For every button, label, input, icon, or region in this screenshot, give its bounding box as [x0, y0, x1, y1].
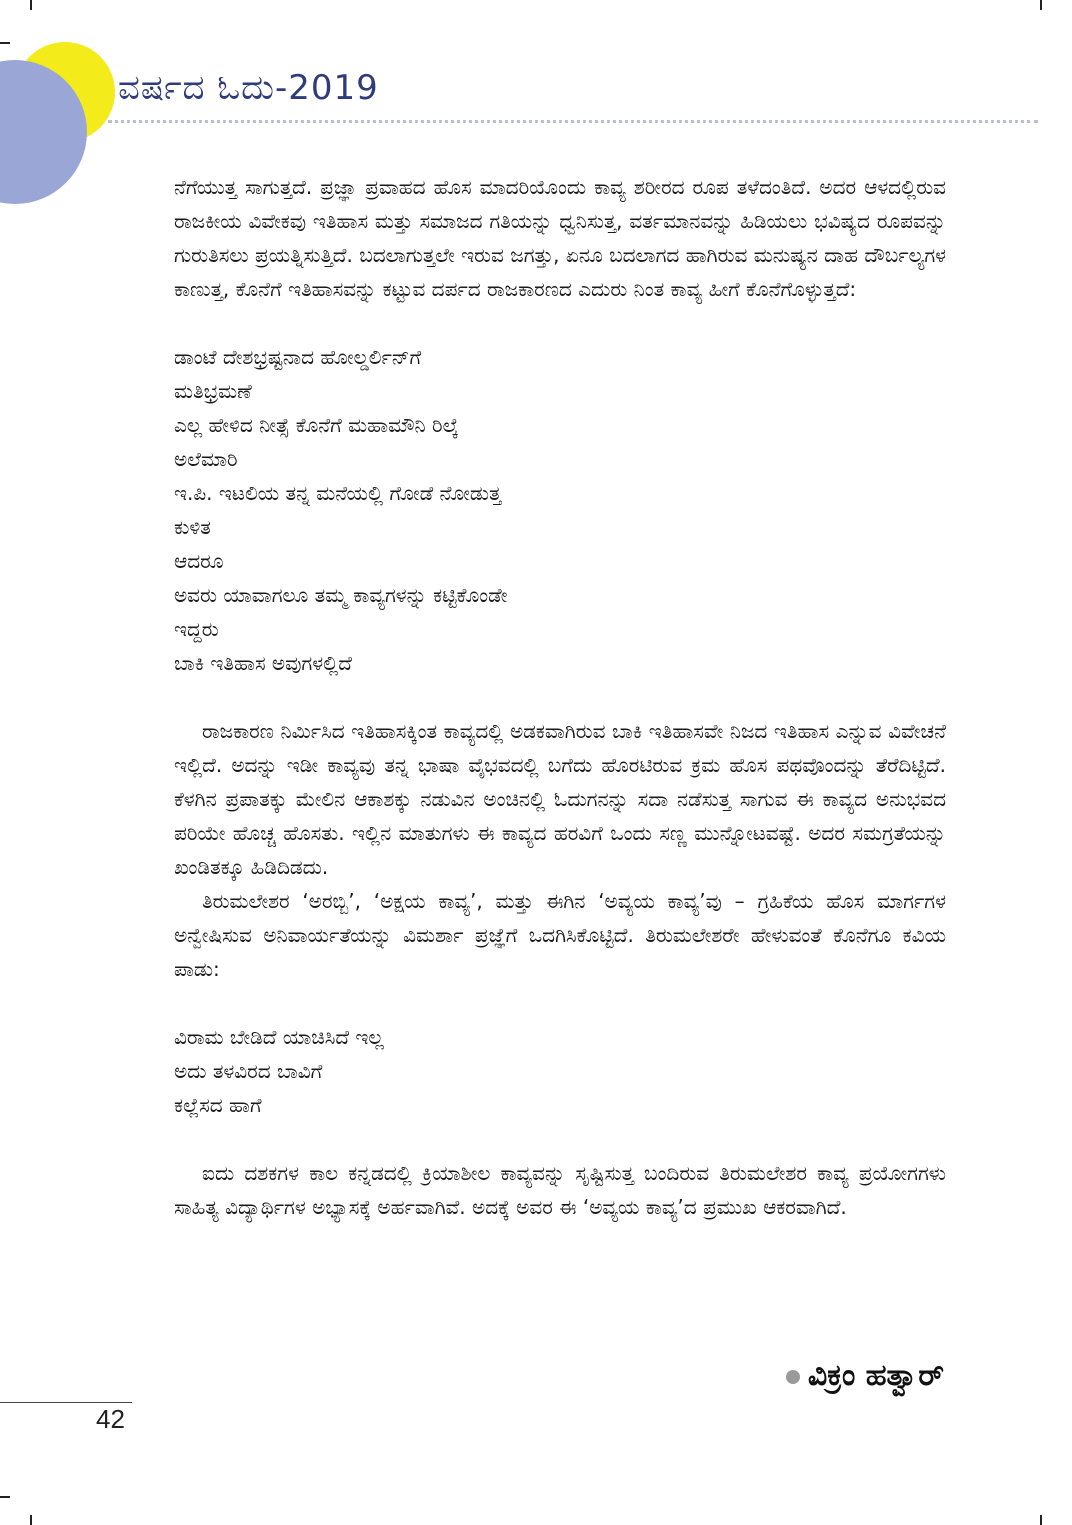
running-header-title: ವರ್ಷದ ಓದು-2019: [118, 68, 379, 108]
verse-line: ಬಾಕಿ ಇತಿಹಾಸ ಅವುಗಳಲ್ಲಿದೆ: [174, 651, 352, 675]
paragraph-2: ರಾಜಕಾರಣ ನಿರ್ಮಿಸಿದ ಇತಿಹಾಸಕ್ಕಿಂತ ಕಾವ್ಯದಲ್ಲಿ ಅಡಕವಾಗಿರುವ ಬಾಕಿ ಇತಿಹಾಸವೇ ನಿಜದ ಇತಿಹಾಸ ಎನ್ನುವ ವಿವೇಚನೆ ಇಲ್ಲಿದೆ. ಅದನ್ನು ಇಡೀ ಕಾವ್ಯವು ತನ್ನ ಭಾಷಾ ವೈಭವದಲ್ಲಿ ಬಗೆದು ಹೊರಟಿರುವ ಕ್ರಮ ಹೊಸ ಪಥವೊಂದನ್ನು ತೆರೆದಿಟ್ಟಿದೆ. ಕೆಳಗಿನ ಪ್ರಪಾತಕ್ಕು ಮೇಲಿನ ಆಕಾಶಕ್ಕು ನಡುವಿನ ಅಂಚಿನಲ್ಲಿ ಓದುಗನನ್ನು ಸದಾ ನಡೆಸುತ್ತ ಸಾಗುವ ಈ ಕಾವ್ಯದ ಅನುಭವದ ಪರಿಯೇ ಹೊಚ್ಚ ಹೊಸತು. ಇಲ್ಲಿನ ಮಾತುಗಳು ಈ ಕಾವ್ಯದ ಹರವಿಗೆ ಒಂದು ಸಣ್ಣ ಮುನ್ನೋಟವಷ್ಟೆ. ಅದರ ಸಮಗ್ರತೆಯನ್ನು ಖಂಡಿತಕ್ಕೂ ಹಿಡಿದಿಡದು.: [174, 719, 946, 879]
poem-excerpt-2: [174, 1020, 946, 1122]
verse-line: ವಿರಾಮ ಬೇಡಿದೆ ಯಾಚಿಸಿದೆ ಇಲ್ಲ: [174, 1025, 384, 1049]
crop-mark-bottom-left: [30, 1515, 32, 1525]
paragraph-1: ನೆಗೆಯುತ್ತ ಸಾಗುತ್ತದೆ. ಪ್ರಜ್ಞಾ ಪ್ರವಾಹದ ಹೊಸ ಮಾದರಿಯೊಂದು ಕಾವ್ಯ ಶರೀರದ ರೂಪ ತಳೆದಂತಿದೆ. ಅದರ ಆಳದಲ್ಲಿರುವ ರಾಜಕೀಯ ವಿವೇಕವು ಇತಿಹಾಸ ಮತ್ತು ಸಮಾಜದ ಗತಿಯನ್ನು ಧ್ವನಿಸುತ್ತ, ವರ್ತಮಾನವನ್ನು ಹಿಡಿಯಲು ಭವಿಷ್ಯದ ರೂಪವನ್ನು ಗುರುತಿಸಲು ಪ್ರಯತ್ನಿಸುತ್ತಿದೆ. ಬದಲಾಗುತ್ತಲೇ ಇರುವ ಜಗತ್ತು, ಏನೂ ಬದಲಾಗದ ಹಾಗಿರುವ ಮನುಷ್ಯನ ದಾಹ ದೌರ್ಬಲ್ಯಗಳ ಕಾಣುತ್ತ, ಕೊನೆಗೆ ಇತಿಹಾಸವನ್ನು ಕಟ್ಟುವ ದರ್ಪದ ರಾಜಕಾರಣದ ಎದುರು ನಿಂತ ಕಾವ್ಯ ಹೀಗೆ ಕೊನೆಗೊಳ್ಳುತ್ತದೆ:: [174, 175, 946, 301]
header-decoration: [0, 0, 140, 220]
crop-mark-left-lower: [0, 1496, 10, 1498]
verse-line: ಅವರು ಯಾವಾಗಲೂ ತಮ್ಮ ಕಾವ್ಯಗಳನ್ನು ಕಟ್ಟಿಕೊಂಡೇ: [174, 583, 508, 607]
header-dotted-rule: [108, 120, 1038, 123]
bullet-icon: [786, 1370, 800, 1384]
verse-line: ಅಲೆಮಾರಿ: [174, 447, 238, 471]
verse-line: ಅದು ತಳವಿರದ ಬಾವಿಗೆ: [174, 1059, 323, 1083]
author-signature: [786, 1358, 944, 1393]
author-name: ವಿಕ್ರಂ ಹತ್ವಾರ್: [807, 1358, 944, 1393]
crop-mark-bottom-right: [1040, 1515, 1042, 1525]
verse-line: ಇದ್ದರು: [174, 617, 219, 641]
crop-mark-top-right: [1040, 0, 1042, 10]
verse-line: ಆದರೂ: [174, 549, 224, 573]
paragraph-3: ತಿರುಮಲೇಶರ ‘ಅರಬ್ಬಿ’, ‘ಅಕ್ಷಯ ಕಾವ್ಯ’, ಮತ್ತು ಈಗಿನ ‘ಅವ್ಯಯ ಕಾವ್ಯ’ವು – ಗ್ರಹಿಕೆಯ ಹೊಸ ಮಾರ್ಗಗಳ ಅನ್ವೇಷಿಸುವ ಅನಿವಾರ್ಯತೆಯನ್ನು ವಿಮರ್ಶಾ ಪ್ರಜ್ಞೆಗೆ ಒದಗಿಸಿಕೊಟ್ಟಿದೆ. ತಿರುಮಲೇಶರೇ ಹೇಳುವಂತೆ ಕೊನೆಗೂ ಕವಿಯ ಪಾಡು:: [174, 889, 946, 981]
verse-line: ಕಲ್ಲೆಸದ ಹಾಗೆ: [174, 1093, 262, 1117]
verse-line: ಡಾಂಟೆ ದೇಶಭ್ರಷ್ಟನಾದ ಹೋಲ್ಡರ್ಲಿನ್‌ಗೆ: [174, 345, 422, 369]
verse-line: ಎಲ್ಲ ಹೇಳಿದ ನೀತ್ಸೆ ಕೊನೆಗೆ ಮಹಾಮೌನಿ ರಿಲ್ಕೆ: [174, 413, 459, 437]
article-body: [174, 170, 946, 1224]
poem-excerpt-1: [174, 340, 946, 680]
page-number: 42: [96, 1404, 125, 1434]
verse-line: ಕುಳಿತ: [174, 515, 211, 539]
paragraph-4: ಐದು ದಶಕಗಳ ಕಾಲ ಕನ್ನಡದಲ್ಲಿ ಕ್ರಿಯಾಶೀಲ ಕಾವ್ಯವನ್ನು ಸೃಷ್ಟಿಸುತ್ತ ಬಂದಿರುವ ತಿರುಮಲೇಶರ ಕಾವ್ಯ ಪ್ರಯೋಗಗಳು ಸಾಹಿತ್ಯ ವಿದ್ಯಾರ್ಥಿಗಳ ಅಭ್ಯಾಸಕ್ಕೆ ಅರ್ಹವಾಗಿವೆ. ಅದಕ್ಕೆ ಅವರ ಈ ‘ಅವ್ಯಯ ಕಾವ್ಯ’ದ ಪ್ರಮುಖ ಆಕರವಾಗಿದೆ.: [174, 1161, 946, 1219]
footer-rule: [0, 1402, 132, 1403]
verse-line: ಮತಿಭ್ರಮಣೆ: [174, 379, 252, 403]
verse-line: ಇ.ಪಿ. ಇಟಲಿಯ ತನ್ನ ಮನೆಯಲ್ಲಿ ಗೋಡೆ ನೋಡುತ್ತ: [174, 481, 502, 505]
